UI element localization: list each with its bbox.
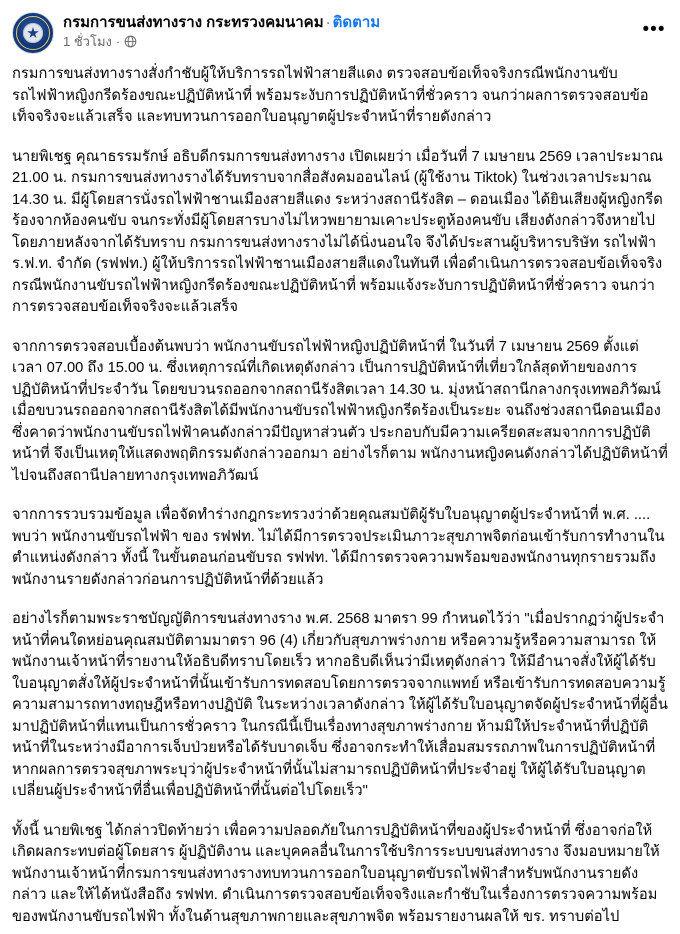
post-paragraph: อย่างไรก็ตามพระราชบัญญัติการขนส่งทางราง พ.ศ. 2568 มาตรา 99 กำหนดไว้ว่า "เมื่อปรากฏว่าผู้ประจำหน้าที่คนใดหย่อนคุณสมบัติตามมาตรา 96 (4) เกี่ยวกับสุขภาพร่างกาย หรือความรู้หรือความสามารถ ให้พนักงานเจ้าหน้าที่รายงานให้อธิบดีทราบโดยเร็ว หากอธิบดีเห็นว่ามีเหตุดังกล่าว ให้มีอำนาจสั่งให้ผู้ได้รับใบอนุญาตสั่งให้ผู้ประจำหน้าที่นั้นเข้ารับการทดสอบโดยการตรวจจากแพทย์ หรือเข้ารับการทดสอบความรู้ความสามารถทางทฤษฎีหรือทางปฏิบัติ ในระหว่างเวลาดังกล่าว ให้ผู้ได้รับใบอนุญาตจัดผู้ประจำหน้าที่ผู้อื่นมาปฏิบัติหน้าที่แทนเป็นการชั่วคราว ในกรณีนี้เป็นเรื่องทางสุขภาพร่างกาย ห้ามมิให้ประจำหน้าที่ปฏิบัติหน้าที่ในระหว่างมีอาการเจ็บป่วยหรือได้รับบาดเจ็บ ซึ่งอาจกระทำให้เสื่อมสมรรถภาพในการปฏิบัติหน้าที่ หากผลการตรวจสุขภาพระบุว่าผู้ประจำหน้าที่นั้นไม่สามารถปฏิบัติหน้าที่ประจำอยู่ ให้ผู้ได้รับใบอนุญาตเปลี่ยนผู้ประจำหน้าที่อื่นเพื่อปฏิบัติหน้าที่นั้นต่อไปโดยเร็ว" <box>12 611 668 799</box>
more-options-icon[interactable]: ••• <box>642 19 666 40</box>
name-separator: · <box>325 14 331 31</box>
post-body <box>12 62 668 934</box>
post-timestamp[interactable]: 1 ชั่วโมง <box>63 34 112 49</box>
post-header <box>12 10 668 62</box>
avatar[interactable] <box>12 12 54 54</box>
meta-separator: · <box>115 34 121 49</box>
post-header-text <box>63 12 631 50</box>
post-meta <box>63 33 631 50</box>
author-line <box>63 13 631 32</box>
follow-button[interactable]: ติดตาม <box>332 14 381 31</box>
post-paragraph: นายพิเชฐ คุณาธรรมรักษ์ อธิบดีกรมการขนส่งทางราง เปิดเผยว่า เมื่อวันที่ 7 เมษายน 2569 เวลาประมาณ 21.00 น. กรมการขนส่งทางรางได้รับทราบจากสื่อสังคมออนไลน์ (ผู้ใช้งาน Tiktok) ในช่วงเวลาประมาณ 14.30 น. มีผู้โดยสารนั่งรถไฟฟ้าชานเมืองสายสีแดง ระหว่างสถานีรังสิต – ดอนเมือง ได้ยินเสียงผู้หญิงกรีดร้องจากห้องคนขับ จนกระทั่งมีผู้โดยสารบางไม่ไหวพยายามเคาะประตูห้องคนขับ เสียงดังกล่าวจึงหายไป โดยภายหลังจากได้รับทราบ กรมการขนส่งทางรางไม่ได้นิ่งนอนใจ จึงได้ประสานผู้บริหารบริษัท รถไฟฟ้า ร.ฟ.ท. จำกัด (รฟฟท.) ผู้ให้บริการรถไฟฟ้าชานเมืองสายสีแดงในทันที เพื่อดำเนินการตรวจสอบข้อเท็จจริงกรณีพนักงานขับรถไฟฟ้าหญิงกรีดร้องขณะปฏิบัติหน้าที่ พร้อมแจ้งระงับการปฏิบัติหน้าที่ชั่วคราว จนกว่าการตรวจสอบข้อเท็จจริงจะแล้วเสร็จ <box>12 148 664 315</box>
globe-icon <box>124 35 137 48</box>
post-paragraph: จากการตรวจสอบเบื้องต้นพบว่า พนักงานขับรถไฟฟ้าหญิงปฏิบัติหน้าที่ ในวันที่ 7 เมษายน 2569 ตั้งแต่เวลา 07.00 ถึง 15.00 น. ซึ่งเหตุการณ์ที่เกิดเหตุดังกล่าว เป็นการปฏิบัติหน้าที่เที่ยวใกล้สุดท้ายของการปฏิบัติหน้าที่ประจำวัน โดยขบวนรถออกจากสถานีรังสิตเวลา 14.30 น. มุ่งหน้าสถานีกลางกรุงเทพอภิวัฒน์ เมื่อขบวนรถออกจากสถานีรังสิตได้มีพนักงานขับรถไฟฟ้าหญิงกรีดร้องเป็นระยะ จนถึงช่วงสถานีดอนเมือง ซึ่งคาดว่าพนักงานขับรถไฟฟ้าคนดังกล่าวมีปัญหาส่วนตัว ประกอบกับมีความเครียดสะสมจากการปฏิบัติหน้าที่ จึงเป็นเหตุให้แสดงพฤติกรรมดังกล่าวออกมา อย่างไรก็ตาม พนักงานหญิงคนดังกล่าวได้ปฏิบัติหน้าที่ไปจนถึงสถานีปลายทางกรุงเทพอภิวัฒน์ <box>12 338 668 484</box>
page-name[interactable]: กรมการขนส่งทางราง กระทรวงคมนาคม <box>63 14 324 31</box>
post-paragraph: กรมการขนส่งทางรางสั่งกำชับผู้ให้บริการรถไฟฟ้าสายสีแดง ตรวจสอบข้อเท็จจริงกรณีพนักงานขับรถไฟฟ้าหญิงกรีดร้องขณะปฏิบัติหน้าที่ พร้อมระงับการปฏิบัติหน้าที่ชั่วคราว จนกว่าผลการตรวจสอบข้อเท็จจริงจะแล้วเสร็จ และทบทวนการออกใบอนุญาตผู้ประจำหน้าที่รายดังกล่าว <box>12 66 649 125</box>
post-paragraph: จากการรวบรวมข้อมูล เพื่อจัดทำร่างกฎกระทรวงว่าด้วยคุณสมบัติผู้รับใบอนุญาตผู้ประจำหน้าที่ พ.ศ. .... พบว่า พนักงานขับรถไฟฟ้า ของ รฟฟท. ไม่ได้มีการตรวจประเมินภาวะสุขภาพจิตก่อนเข้ารับการทำงานในตำแหน่งดังกล่าว ทั้งนี้ ในขั้นตอนก่อนขับรถ รฟฟท. ได้มีการตรวจความพร้อมของพนักงานทุกรายรวมถึงพนักงานรายดังกล่าวก่อนการปฏิบัติหน้าที่ด้วยแล้ว <box>12 507 665 588</box>
post-paragraph: ทั้งนี้ นายพิเชฐ ได้กล่าวปิดท้ายว่า เพื่อความปลอดภัยในการปฏิบัติหน้าที่ของผู้ประจำหน้าที่ ซึ่งอาจก่อให้เกิดผลกระทบต่อผู้โดยสาร ผู้ปฏิบัติงาน และบุคคลอื่นในการใช้บริการระบบขนส่งทางราง จึงมอบหมายให้พนักงานเจ้าหน้าที่กรมการขนส่งทางรางทบทวนการออกใบอนุญาตขับรถไฟฟ้าสำหรับพนักงานรายดังกล่าว และให้ได้หนังสือถึง รฟฟท. ดำเนินการตรวจสอบข้อเท็จจริงและกำชับในเรื่องการตรวจความพร้อมของพนักงานขับรถไฟฟ้า ทั้งในด้านสุขภาพกายและสุขภาพจิต พร้อมรายงานผลให้ ขร. ทราบต่อไป <box>12 822 660 925</box>
